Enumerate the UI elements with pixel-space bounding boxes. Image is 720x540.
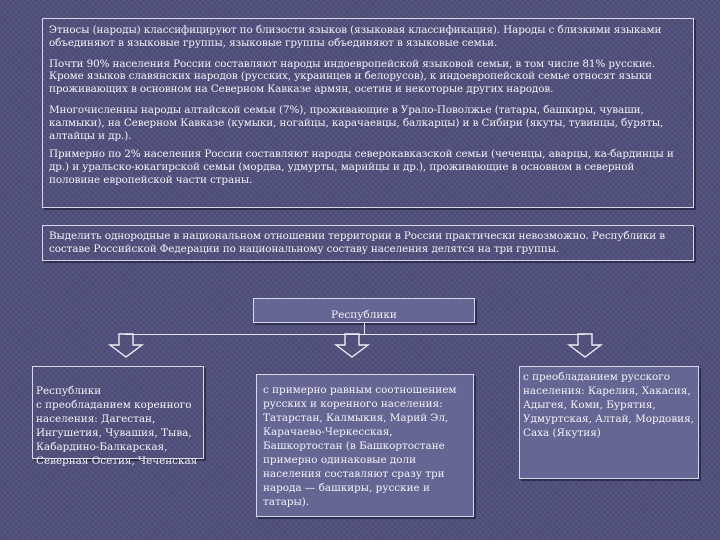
connector-vertical <box>364 323 365 334</box>
group-box-indigenous <box>32 366 204 467</box>
group-box-equal <box>256 374 474 517</box>
group-text-indigenous: Республики с преобладанием коренного населения: Дагестан, Ингушетия, Чувашия, Тыва, Кабардино-Балкарская, Северная Осетия, Чеченская <box>36 385 198 467</box>
intro-paragraph-1: Этносы (народы) классифицируют по близости языков (языковая классификация). Народы с близкими языками объединяют в языковые группы, языковые группы объединяют в языковые семьи. <box>49 24 662 49</box>
republics-header-box <box>253 298 475 323</box>
arrow-down-icon <box>334 334 370 358</box>
republics-label: Республики <box>331 309 397 321</box>
group-text-russian: с преобладанием русского населения: Карелия, Хакасия, Адыгея, Коми, Бурятия, Удмуртская, Алтай, Мордовия, Саха (Якутия) <box>523 371 694 439</box>
intro-paragraph-2: Почти 90% населения России составляют народы индоевропейской языковой семьи, в том числе 81% русские. Кроме языков славянских народов (русских, украинцев и белорусов), к индоевропейской семье относят языки проживающих в основном на Северном Кавказе армян, осетин и некоторые других народов. <box>49 57 655 96</box>
intro-text-box <box>42 18 694 208</box>
intro-paragraph-3: Многочисленны народы алтайской семьи (7%), проживающие в Урало-Поволжье (татары, башкиры, чуваши, калмыки), на Северном Кавказе (кумыки, ногайцы, карачаевцы, балкарцы) и в Сибири (якуты, тувинцы, буряты, алтайцы и др.). <box>49 103 664 142</box>
group-text-equal: с примерно равным соотношением русских и коренного населения: Татарстан, Калмыкия, Марий Эл, Карачаево-Черкесская, Башкортостан (в Башкортостане примерно одинаковые доли населения составляют сразу три народа — башкиры, русские и татары). <box>263 384 457 508</box>
arrow-down-icon <box>108 334 144 358</box>
arrow-down-icon <box>567 334 603 358</box>
intro-paragraph-4: Примерно по 2% населения России составляют народы северокавказской семьи (чеченцы, аварцы, ка-бардинцы и др.) и уральско-юкагирской семьи (мордва, удмурты, марийцы и др.), проживающие в основном в северной половине европейской части страны. <box>49 148 674 186</box>
division-paragraph: Выделить однородные в национальном отношении территории в России практически невозможно. Республики в составе Российской Федерации по национальному составу населения делятся на три группы. <box>49 230 666 255</box>
group-box-russian <box>519 366 699 479</box>
division-text-box <box>42 225 694 261</box>
